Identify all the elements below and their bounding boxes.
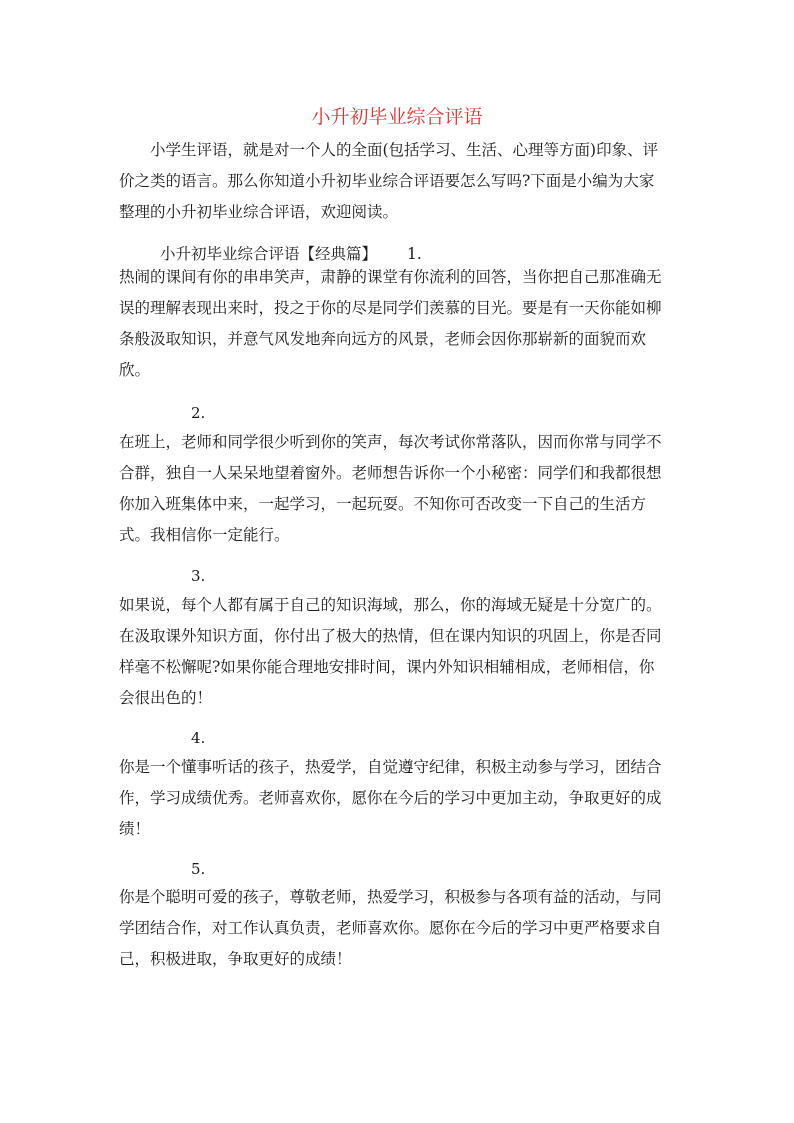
intro-paragraph: 小学生评语，就是对一个人的全面(包括学习、生活、心理等方面)印象、评价之类的语言。那么你知道小升初毕业综合评语要怎么写吗?下面是小编为大家整理的小升初毕业综合评语，欢迎阅读。 xyxy=(119,141,659,221)
comment-paragraph: 在班上，老师和同学很少听到你的笑声，每次考试你常落队，因而你常与同学不合群，独自一人呆呆地望着窗外。老师想告诉你一个小秘密：同学们和我都很想你加入班集体中来，一起学习，一起玩耍。不知你可否改变一下自己的生活方式。我相信你一定能行。 xyxy=(119,433,662,544)
page-title: 小升初毕业综合评语 xyxy=(311,106,483,128)
item-number: 4. xyxy=(191,729,206,747)
section-heading: 小升初毕业综合评语【经典篇】 xyxy=(160,245,378,263)
comment-paragraph: 如果说，每个人都有属于自己的知识海域，那么，你的海域无疑是十分宽广的。在汲取课外知识方面，你付出了极大的热情，但在课内知识的巩固上，你是否同样毫不松懈呢?如果你能合理地安排时间，课内外知识相辅相成，老师相信，你会很出色的！ xyxy=(119,596,662,707)
comment-paragraph: 你是一个懂事听话的孩子，热爱学，自觉遵守纪律，积极主动参与学习，团结合作，学习成绩优秀。老师喜欢你，愿你在今后的学习中更加主动，争取更好的成绩！ xyxy=(119,758,662,838)
item-number: 1. xyxy=(407,245,422,263)
item-number: 3. xyxy=(191,567,206,585)
comment-paragraph: 你是个聪明可爱的孩子，尊敬老师，热爱学习，积极参与各项有益的活动，与同学团结合作，对工作认真负责，老师喜欢你。愿你在今后的学习中更严格要求自己，积极进取，争取更好的成绩！ xyxy=(119,888,662,968)
item-number: 5. xyxy=(191,860,206,878)
item-number: 2. xyxy=(191,404,206,422)
comment-paragraph: 热闹的课间有你的串串笑声，肃静的课堂有你流利的回答，当你把自己那准确无误的理解表现出来时，投之于你的尽是同学们羡慕的目光。要是有一天你能如柳条般汲取知识，并意气风发地奔向远方的风景，老师会因你那崭新的面貌而欢欣。 xyxy=(119,268,662,379)
